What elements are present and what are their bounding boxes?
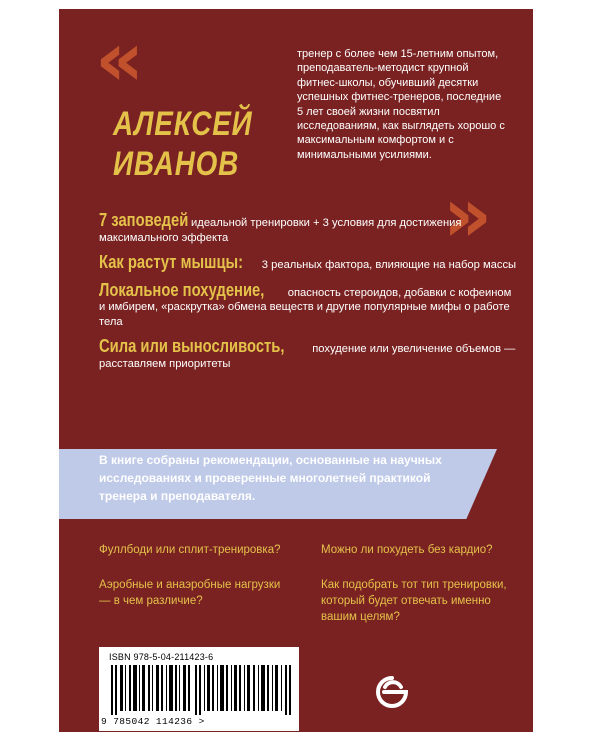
feature-heading: Локальное похудение, xyxy=(99,279,265,300)
feature-item xyxy=(99,336,519,371)
question-item: Как подобрать тот тип тренировки, который будет отвечать именно вашим целям? xyxy=(321,579,507,623)
question-item: Можно ли похудеть без кардио? xyxy=(321,544,493,556)
author-first-name: АЛЕКСЕЙ xyxy=(113,105,253,143)
feature-text: идеальной тренировки + 3 условия для достижения максимального эффекта xyxy=(99,217,462,244)
publisher-logo-icon xyxy=(375,675,409,709)
author-bio: тренер с более чем 15-летним опытом, преподаватель-методист крупной фитнес-школы, обучивший десятки успешных фитнес-тренеров, последние 5 лет своей жизни посвятил исследованиям, как выглядеть хорошо с максимальным комфортом и с минимальными усилиями. xyxy=(297,48,505,161)
feature-heading: 7 заповедей xyxy=(99,210,189,230)
feature-item xyxy=(99,279,519,330)
feature-text: похудение или увеличение объемов — расставляем приоритеты xyxy=(99,343,516,370)
feature-item xyxy=(99,252,519,273)
author-last-name: ИВАНОВ xyxy=(113,145,240,183)
feature-heading: Как растут мышцы: xyxy=(99,252,244,272)
question-item: Фуллбоди или сплит-тренировка? xyxy=(99,544,281,556)
isbn-digits: 9 785042 114236 > xyxy=(101,716,205,727)
author-name xyxy=(113,104,253,184)
question-item: Аэробные и анаэробные нагрузки — в чем различие? xyxy=(99,579,281,607)
feature-text: опасность стероидов, добавки с кофеином и имбирем, «раскрутка» обмена веществ и другие популярные мифы о работе тела xyxy=(99,286,512,328)
feature-text: 3 реальных фактора, влияющие на набор массы xyxy=(258,259,517,271)
feature-item xyxy=(99,210,519,245)
open-quote-icon: « xyxy=(95,14,145,103)
banner-text: В книге собраны рекомендации, основанные на научных исследованиях и проверенные многолетней практикой тренера и преподавателя. xyxy=(99,453,442,503)
feature-list xyxy=(99,210,519,381)
isbn-label: ISBN 978-5-04-211423-6 xyxy=(109,652,214,662)
isbn-block xyxy=(99,647,299,731)
feature-heading: Сила или выносливость, xyxy=(99,336,285,356)
barcode xyxy=(111,665,291,715)
close-quote-icon: » xyxy=(443,170,493,259)
book-back-cover xyxy=(59,9,533,732)
